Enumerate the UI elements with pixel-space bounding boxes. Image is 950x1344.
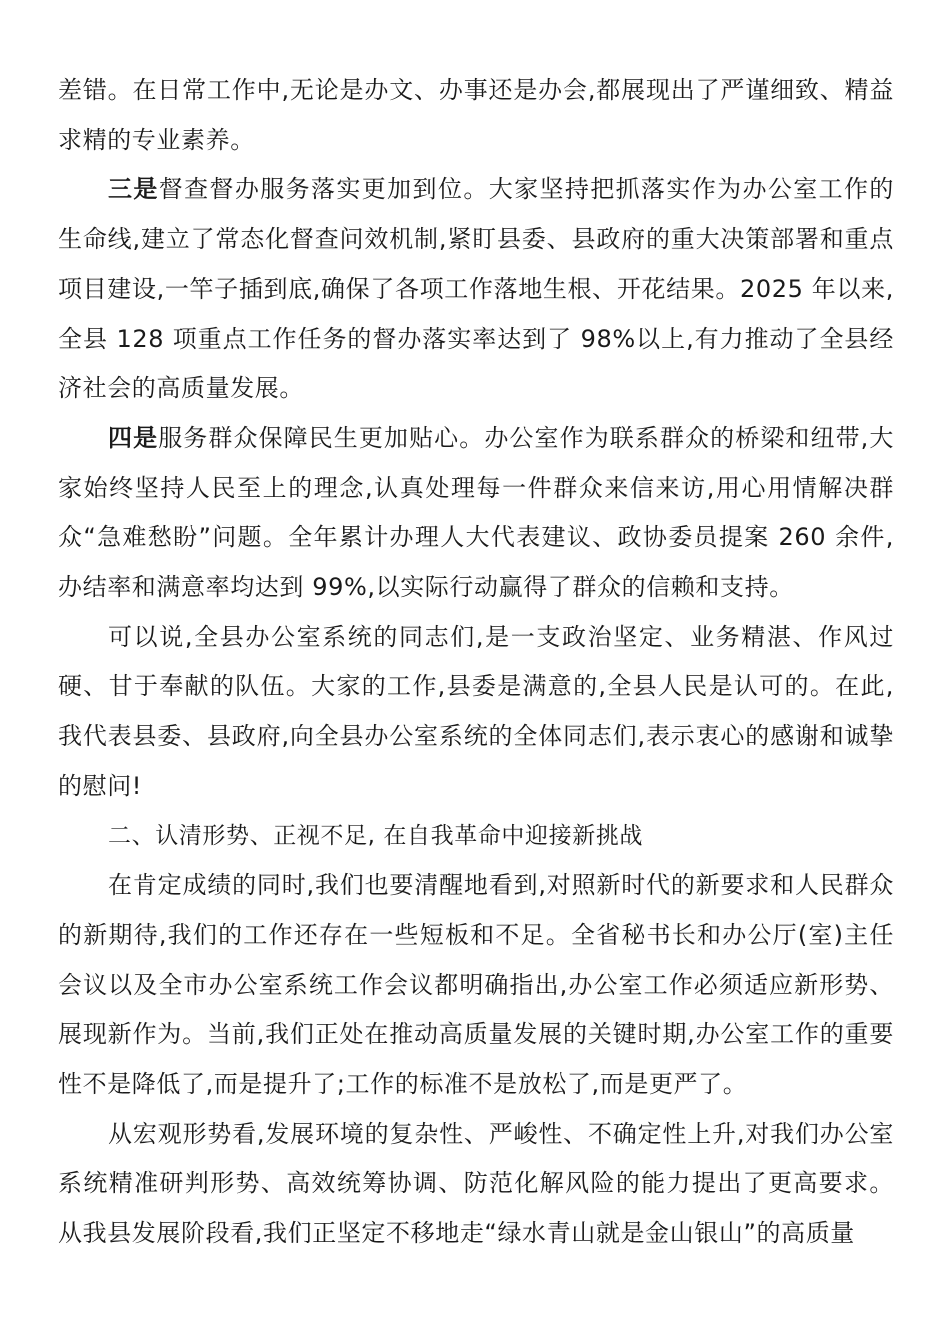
paragraph-text: 服务群众保障民生更加贴心。办公室作为联系群众的桥梁和纽带,大家始终坚持人民至上的理念,认真处理每一件群众来信来访,用心用情解决群众“急难愁盼”问题。全年累计办理人大代表建议、政协委员提案 260 余件,办结率和满意率均达到 99%,以实际行动赢得了群众的信赖和支持。 [58,423,894,602]
paragraph-text: 差错。在日常工作中,无论是办文、办事还是办会,都展现出了严谨细致、精益求精的专业素养。 [58,76,894,154]
paragraph-three [58,165,894,414]
section-heading [58,812,894,862]
paragraph-text: 可以说,全县办公室系统的同志们,是一支政治坚定、业务精湛、作风过硬、甘于奉献的队伍。大家的工作,县委是满意的,全县人民是认可的。在此,我代表县委、县政府,向全县办公室系统的全体同志们,表示衷心的感谢和诚挚的慰问! [58,622,894,800]
document-page [58,66,894,1259]
paragraph-lead-bold: 四是 [108,423,159,452]
paragraph-text: 从宏观形势看,发展环境的复杂性、严峻性、不确定性上升,对我们办公室系统精准研判形势、高效统筹协调、防范化解风险的能力提出了更高要求。从我县发展阶段看,我们正坚定不移地走“绿水青山就是金山银山”的高质量 [58,1119,894,1248]
section-heading-text: 二、认清形势、正视不足, 在自我革命中迎接新挑战 [108,822,644,849]
paragraph-four [58,414,894,613]
paragraph-text: 督查督办服务落实更加到位。大家坚持把抓落实作为办公室工作的生命线,建立了常态化督查问效机制,紧盯县委、县政府的重大决策部署和重点项目建设,一竿子插到底,确保了各项工作落地生根、开花结果。2025 年以来,全县 128 项重点工作任务的督办落实率达到了 98%以上,有力推动了全县经济社会的高质量发展。 [58,175,894,403]
paragraph-continued [58,66,894,165]
paragraph-lead-bold: 三是 [108,175,159,204]
paragraph-summary [58,613,894,812]
paragraph-shortcomings [58,861,894,1110]
paragraph-macro-situation [58,1110,894,1259]
paragraph-text: 在肯定成绩的同时,我们也要清醒地看到,对照新时代的新要求和人民群众的新期待,我们的工作还存在一些短板和不足。全省秘书长和办公厅(室)主任会议以及全市办公室系统工作会议都明确指出,办公室工作必须适应新形势、展现新作为。当前,我们正处在推动高质量发展的关键时期,办公室工作的重要性不是降低了,而是提升了;工作的标准不是放松了,而是更严了。 [58,871,894,1099]
